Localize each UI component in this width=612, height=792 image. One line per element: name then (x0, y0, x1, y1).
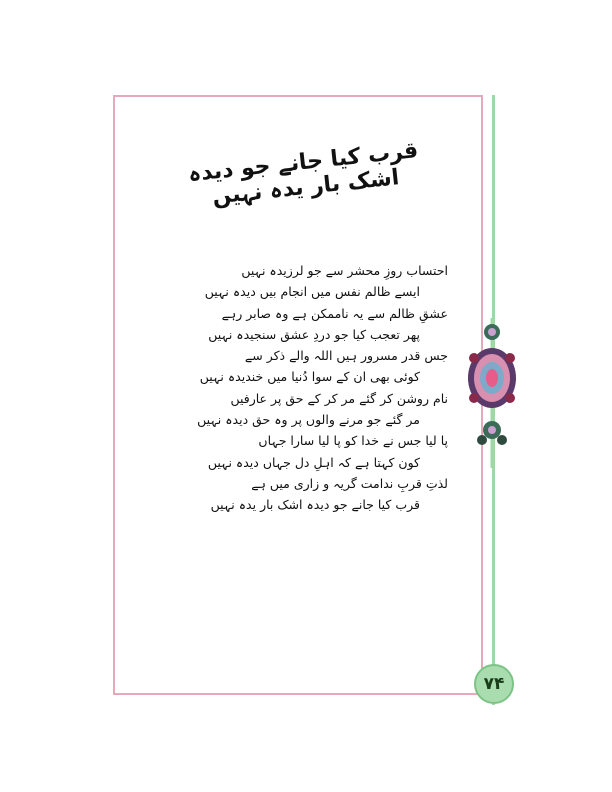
poem (120, 260, 460, 516)
verse-line: جس قدر مسرور ہیں اللہ والے ذکر سے (244, 348, 448, 364)
verse-line: قرب کیا جانے جو دیدہ اشک بار یدہ نہیں (210, 497, 420, 513)
page-title: قرب کیا جانے جو دیدہ اشک بار یدہ نہیں (187, 138, 420, 210)
verse-line: پھر تعجب کیا جو دردِ عشق سنجیدہ نہیں (208, 326, 420, 342)
verse-line: کوئی بھی ان کے سوا دُنیا میں خندیدہ نہیں (199, 369, 420, 385)
floral-ornament-icon (464, 318, 520, 468)
verse-line: احتساب روزِ محشر سے جو لرزیدہ نہیں (241, 263, 448, 278)
verse-line: پا لیا جس نے خدا کو پا لیا سارا جہاں (258, 433, 448, 449)
verse-line: مر گئے جو مرنے والوں پر وہ حق دیدہ نہیں (197, 412, 420, 428)
verse-line: لذتِ قربِ ندامت گریہ و زاری میں ہے (251, 475, 448, 491)
page-number-badge: ۷۴ (474, 664, 514, 704)
verse-line: عشقِ ظالم سے یہ ناممکن ہے وہ صابر رہے (221, 305, 448, 321)
verse-line: ایسے ظالم نفس میں انجام بیں دیدہ نہیں (204, 284, 420, 300)
verse-line: نام روشن کر گئے مر کر کے حق پر عارفیں (230, 390, 448, 406)
verse-line: کون کہتا ہے کہ اہلِ دل جہاں دیدہ نہیں (207, 454, 420, 470)
